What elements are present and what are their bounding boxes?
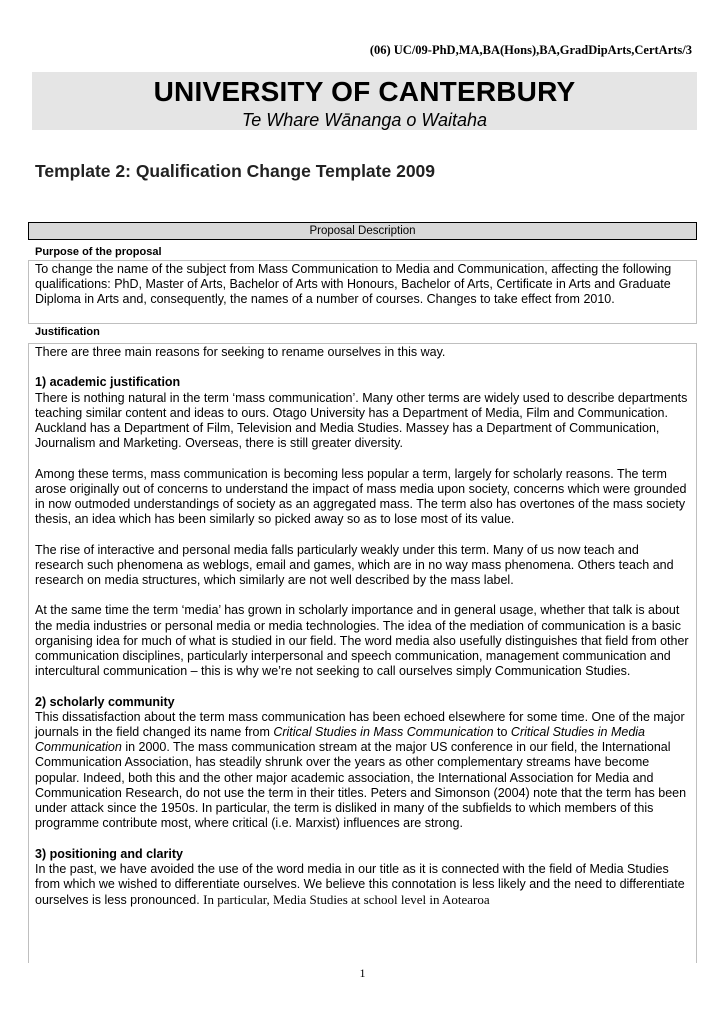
university-banner [32,72,697,130]
justification-text-box [28,343,697,963]
academic-paragraph-4: At the same time the term ‘media’ has grown in scholarly importance and in general usage, whether that talk is about the media industries or personal media or media technologies. The idea of the mediation of communication is a basic organising idea for much of what is studied in our field. The word media also usefully distinguishes that field from other communication disciplines, particularly interpersonal and speech communication, management communication and intercultural communication – this is why we’re not seeking to call ourselves simply Communication Studies. [35,603,689,679]
university-name: UNIVERSITY OF CANTERBURY [153,76,576,107]
template-title: Template 2: Qualification Change Template 2009 [35,161,436,181]
section-heading-scholarly: 2) scholarly community [35,694,175,709]
scholarly-text-to: to [493,725,511,739]
page-number: 1 [359,966,366,980]
scholarly-text-b: in 2000. The mass communication stream at the major US conference in our field, the International Communication Association, has steadily shrunk over the years as other complementary streams have become popular. Indeed, both this and the other major academic association, the International Association for Media and Communication Research, do not use the term in their titles. Peters and Simonson (2004) note that the term has been under attack since the 1950s. In particular, the term is disliked in many of the subfields to which members of this programme contribute most, where critical (i.e. Marxist) influences are strong. [35,740,687,831]
university-maori-name: Te Whare Wānanga o Waitaha [241,110,488,130]
scholarly-text-a: This dissatisfaction about the term mass communication has been echoed elsewhere for some time. One of the major journals in the field changed its name from [35,709,685,739]
purpose-label: Purpose of the proposal [35,246,162,258]
scholarly-paragraph [35,710,690,832]
proposal-description-header: Proposal Description [28,222,697,240]
document-reference-code: (06) UC/09-PhD,MA,BA(Hons),BA,GradDipArts,CertArts/3 [369,43,692,57]
academic-paragraph-2: Among these terms, mass communication is becoming less popular a term, largely for scholarly reasons. The term arose originally out of concerns to understand the impact of mass media upon society, concerns which were grounded in now outmoded understandings of society as an aggregated mass. The term also has overtones of the mass society thesis, an idea which has been similarly so picked away so as to lose most of its value. [35,466,687,527]
journal-new-name: Critical Studies in Media Communication [35,725,646,755]
purpose-text: To change the name of the subject from Mass Communication to Media and Communication, affecting the following qualifications: PhD, Master of Arts, Bachelor of Arts with Honours, Bachelor of Arts, Certificate in Arts and Graduate Diploma in Arts and, consequently, the names of a number of courses. Changes to take effect from 2010. [35,262,672,307]
academic-paragraph-3: The rise of interactive and personal media falls particularly weakly under this term. Many of us now teach and research such phenomena as weblogs, email and games, which are in no way mass phenomena. Others teach and research on media structures, which similarly are not well described by the mass label. [35,542,674,587]
positioning-paragraph [35,862,690,909]
section-heading-academic: 1) academic justification [35,375,181,390]
justification-label: Justification [35,326,100,338]
purpose-text-box [28,260,697,324]
journal-old-name: Critical Studies in Mass Communication [273,725,494,739]
positioning-text-a: In the past, we have avoided the use of the word media in our title as it is connected with the field of Media Studies from which we wished to differentiate ourselves. We believe this connotation is less likely and the need to differentiate ourselves is less pronounced. [35,861,685,908]
positioning-text-b: In particular, Media Studies at school level in Aotearoa [203,892,490,908]
justification-intro: There are three main reasons for seeking to rename ourselves in this way. [35,345,446,359]
section-heading-positioning: 3) positioning and clarity [35,846,183,861]
academic-paragraph-1: There is nothing natural in the term ‘mass communication’. Many other terms are widely used to describe departments teaching similar content and ideas to ours. Otago University has a Department of Media, Film and Communication. Auckland has a Department of Film, Television and Media Studies. Massey has a Department of Communication, Journalism and Marketing. Overseas, there is still greater diversity. [35,390,688,451]
